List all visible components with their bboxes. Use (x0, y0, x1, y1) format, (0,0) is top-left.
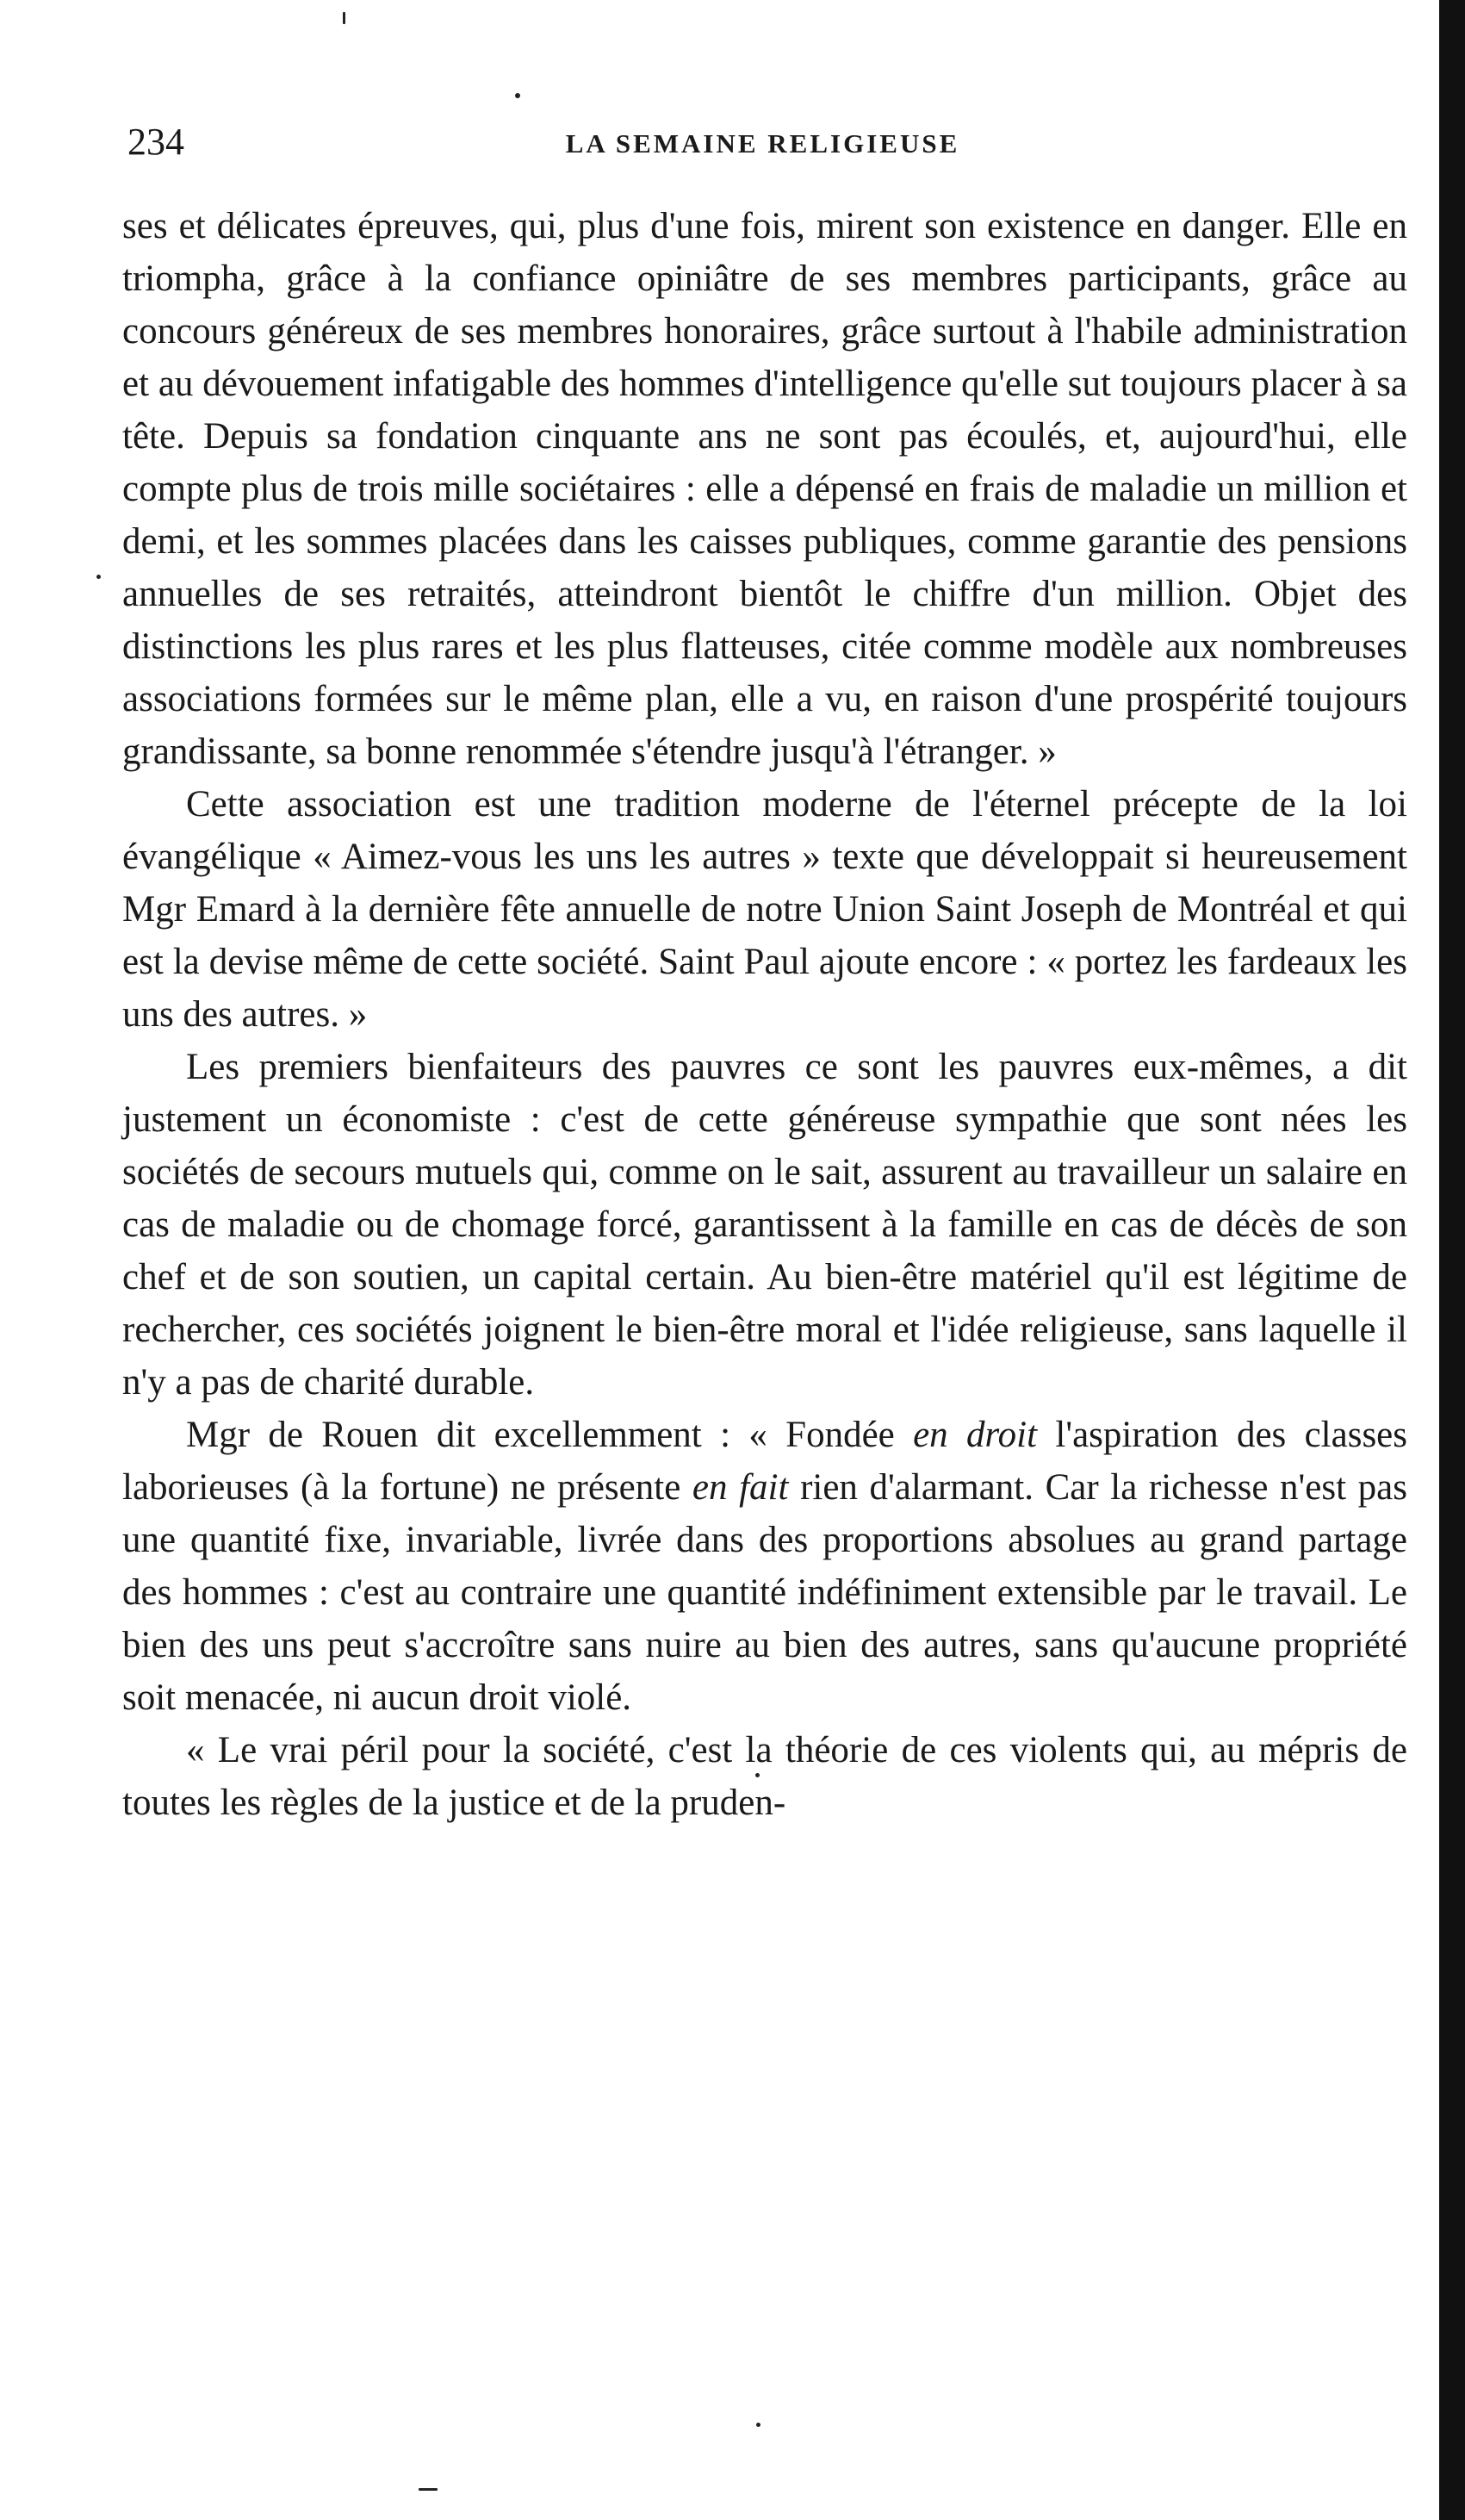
body-text (122, 200, 1407, 1829)
page-number: 234 (127, 121, 184, 163)
print-speck (756, 2423, 760, 2427)
paragraph-vrai-peril: « Le vrai péril pour la société, c'est la théorie de ces violents qui, au mépris de toutes les règles de la justice et de la pruden- (122, 1730, 1407, 1823)
paragraph-continued: ses et délicates épreuves, qui, plus d'une fois, mirent son existence en danger. Elle en triompha, grâce à la confiance opiniâtre de ses membres participants, grâce au concours généreux de ses membres honoraires, grâce surtout à l'habile administration et au dévouement infatigable des hommes d'intelligence qu'elle sut toujours placer à sa tête. Depuis sa fondation cinquante ans ne sont pas écoulés, et, aujourd'hui, elle compte plus de trois mille sociétaires : elle a dépensé en frais de maladie un million et demi, et les sommes placées dans les caisses publiques, comme garantie des pensions annuelles de ses retraités, atteindront bientôt le chiffre d'un million. Objet des distinctions les plus rares et les plus flatteuses, citée comme modèle aux nombreuses associations formées sur le même plan, elle a vu, en raison d'une prospérité toujours grandissante, sa bonne renommée s'étendre jusqu'à l'étranger. » (122, 206, 1407, 772)
quote-text-part: l'aspiration des classes laborieuses (à la fortune) ne présente (122, 1415, 1408, 1508)
page-header (127, 116, 1398, 168)
print-speck (96, 575, 101, 579)
paragraph-mutual-aid: Les premiers bienfaiteurs des pauvres ce sont les pauvres eux-mêmes, a dit justement un économiste : c'est de cette généreuse sympathie que sont nées les sociétés de secours mutuels qui, comme on le sait, assurent au travailleur un salaire en cas de maladie ou de chomage forcé, garantissent à la famille en cas de décès de son chef et de son soutien, un capital certain. Au bien-être matériel qu'il est légitime de rechercher, ces sociétés joignent le bien-être moral et l'idée religieuse, sans laquelle il n'y a pas de charité durable. (122, 1047, 1407, 1403)
page-edge-shadow (1439, 0, 1465, 2520)
italic-phrase: en droit (913, 1415, 1038, 1455)
paragraph-association: Cette association est une tradition moderne de l'éternel précepte de la loi évangélique « Aimez-vous les uns les autres » texte que développait si heureusement Mgr Emard à la dernière fête annuelle de notre Union Saint Joseph de Montréal et qui est la devise même de cette société. Saint Paul ajoute encore : « portez les fardeaux les uns des autres. » (122, 784, 1407, 1035)
italic-phrase: en fait (692, 1467, 789, 1508)
running-title: LA SEMAINE RELIGIEUSE (565, 128, 960, 159)
print-speck (343, 12, 345, 24)
print-speck (419, 2488, 438, 2491)
print-speck (515, 93, 520, 98)
paragraph-mgr-de-rouen (122, 1409, 1407, 1724)
quote-text-part: Mgr de Rouen dit excellemment : « Fondée (186, 1415, 914, 1455)
quote-text-part: rien d'alarmant. Car la richesse n'est pas une quantité fixe, invariable, livrée dans des proportions absolues au grand partage des hommes : c'est au contraire une quantité indéfiniment extensible par le travail. Le bien des uns peut s'accroître sans nuire au bien des autres, sans qu'aucune propriété soit menacée, ni aucun droit violé. (122, 1467, 1407, 1718)
